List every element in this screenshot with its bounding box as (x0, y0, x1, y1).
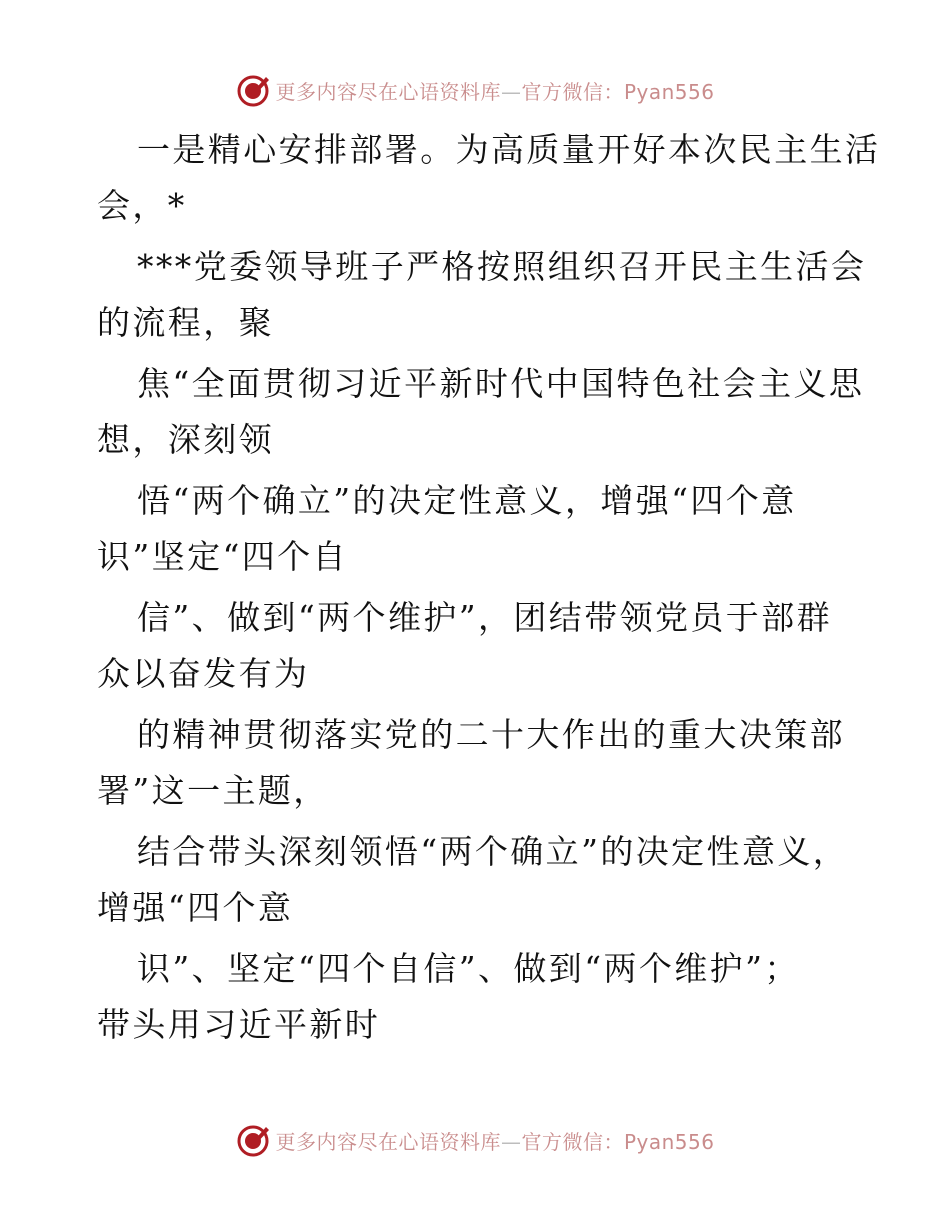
header-main-text: 更多内容尽在心语资料库 (275, 79, 501, 104)
body-line: 信”、做到“两个维护”，团结带领党员于部群 (137, 598, 833, 637)
body-line: 会，* (97, 186, 187, 225)
footer-banner (0, 1120, 950, 1160)
header-text (275, 76, 714, 105)
body-line: 想，深刻领 (97, 420, 274, 459)
pen-logo-icon (235, 72, 271, 108)
body-line: ***党委领导班子严格按照组织召开民主生活会 (137, 247, 867, 286)
header-separator: — (500, 79, 522, 104)
body-line: 结合带头深刻领悟“两个确立”的决定性意义， (137, 832, 849, 871)
header-banner (0, 70, 950, 110)
footer-main-text: 更多内容尽在心语资料库 (275, 1129, 501, 1154)
body-line: 众以奋发有为 (97, 654, 310, 693)
body-line: 悟“两个确立”的决定性意义，增强“四个意 (137, 481, 797, 520)
pen-logo-icon (235, 1122, 271, 1158)
body-line: 识”坚定“四个自 (97, 537, 348, 576)
body-line: 的精神贯彻落实党的二十大作出的重大决策部 (137, 715, 845, 754)
body-line: 署”这一主题， (97, 771, 329, 810)
footer-text (275, 1126, 714, 1155)
body-line: 增强“四个意 (97, 888, 294, 927)
footer-separator: — (500, 1129, 522, 1154)
header-wechat-text: 官方微信：Pyan556 (521, 79, 715, 104)
body-line: 识”、坚定“四个自信”、做到“两个维护”； (137, 949, 800, 988)
body-line: 一是精心安排部署。为高质量开好本次民主生活 (137, 130, 881, 169)
body-line: 的流程，聚 (97, 303, 274, 342)
body-line: 焦“全面贯彻习近平新时代中国特色社会主义思 (137, 364, 865, 403)
footer-wechat-text: 官方微信：Pyan556 (521, 1129, 715, 1154)
body-line: 带头用习近平新时 (97, 1005, 381, 1044)
